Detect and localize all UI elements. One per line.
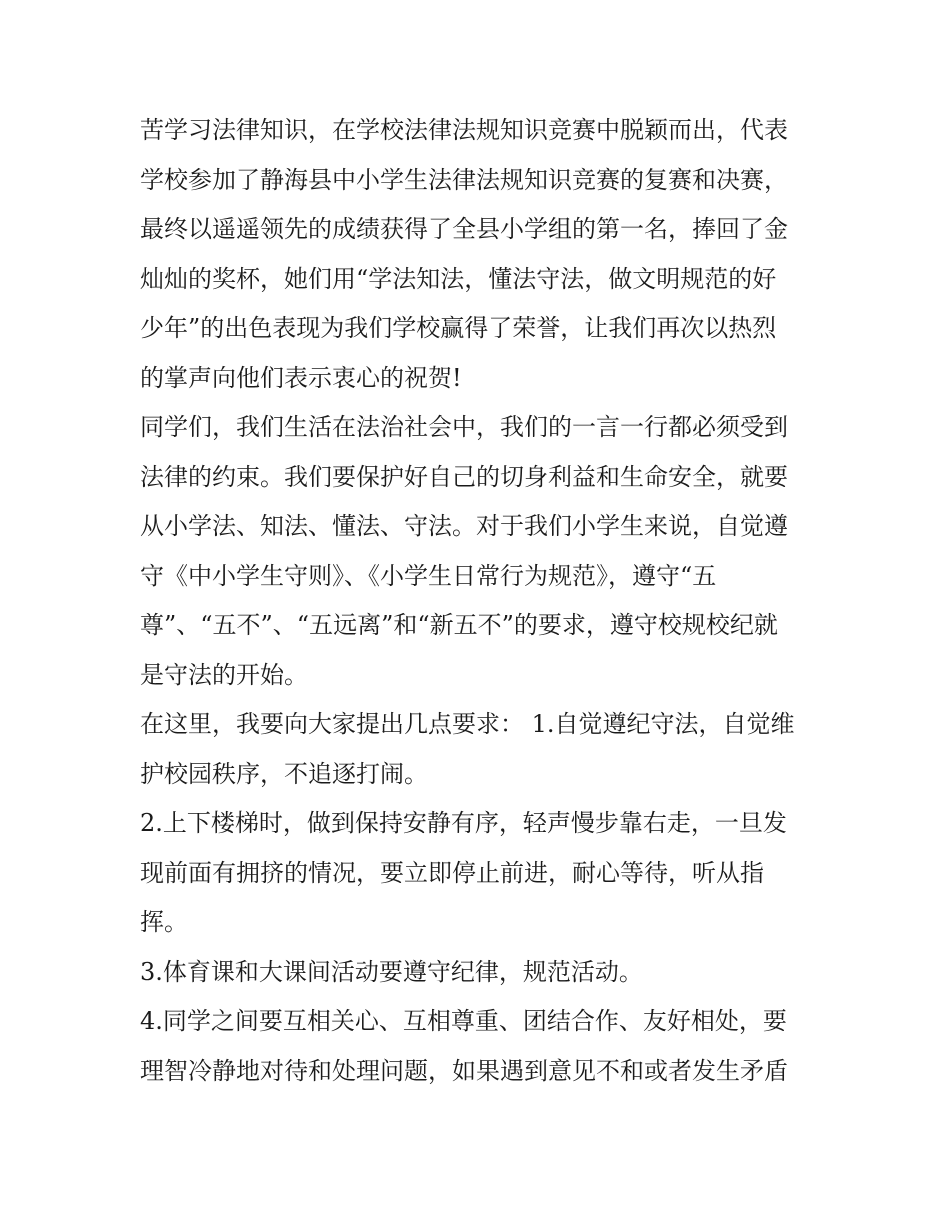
text-line: 从小学法、知法、懂法、守法。对于我们小学生来说，自觉遵 [140,512,788,540]
text-line: 2.上下楼梯时，做到保持安静有序，轻声慢步靠右走，一旦发 [140,809,787,837]
text-line: 是守法的开始。 [140,660,308,689]
text-line: 少年”的出色表现为我们学校赢得了荣誉，让我们再次以热烈 [140,314,777,342]
text-line: 最终以遥遥领先的成绩获得了全县小学组的第一名，捧回了金 [140,215,788,243]
text-line: 在这里，我要向大家提出几点要求： 1.自觉遵纪守法，自觉维 [140,710,795,738]
paragraph-2 [140,403,816,700]
text-line: 理智冷静地对待和处理问题，如果遇到意见不和或者发生矛盾 [140,1056,788,1085]
text-line: 的掌声向他们表示衷心的祝贺! [140,363,462,392]
paragraph-3 [140,700,816,799]
document-body [140,106,816,1096]
text-line: 现前面有拥挤的情况，要立即停止前进，耐心等待，听从指 [140,858,764,887]
text-line: 苦学习法律知识，在学校法律法规知识竞赛中脱颖而出，代表 [140,116,788,144]
paragraph-1 [140,106,816,403]
paragraph-5 [140,948,816,998]
text-line: 护校园秩序，不追逐打闹。 [140,759,428,788]
text-line: 3.体育课和大课间活动要遵守纪律，规范活动。 [140,957,643,986]
text-line: 同学们，我们生活在法治社会中，我们的一言一行都必须受到 [140,413,788,441]
text-line: 挥。 [140,908,188,936]
text-line: 4.同学之间要互相关心、互相尊重、团结合作、友好相处，要 [140,1007,787,1035]
text-line: 灿灿的奖杯，她们用“学法知法，懂法守法，做文明规范的好 [140,264,777,293]
text-line: 学校参加了静海县中小学生法律法规知识竞赛的复赛和决赛， [140,165,788,194]
text-line: 法律的约束。我们要保护好自己的切身利益和生命安全，就要 [140,462,788,491]
paragraph-6 [140,997,816,1096]
text-line: 守《中小学生守则》、《小学生日常行为规范》，遵守“五 [140,561,717,590]
text-line: 尊”、“五不”、“五远离”和“新五不”的要求，遵守校规校纪就 [140,611,778,639]
paragraph-4 [140,799,816,948]
